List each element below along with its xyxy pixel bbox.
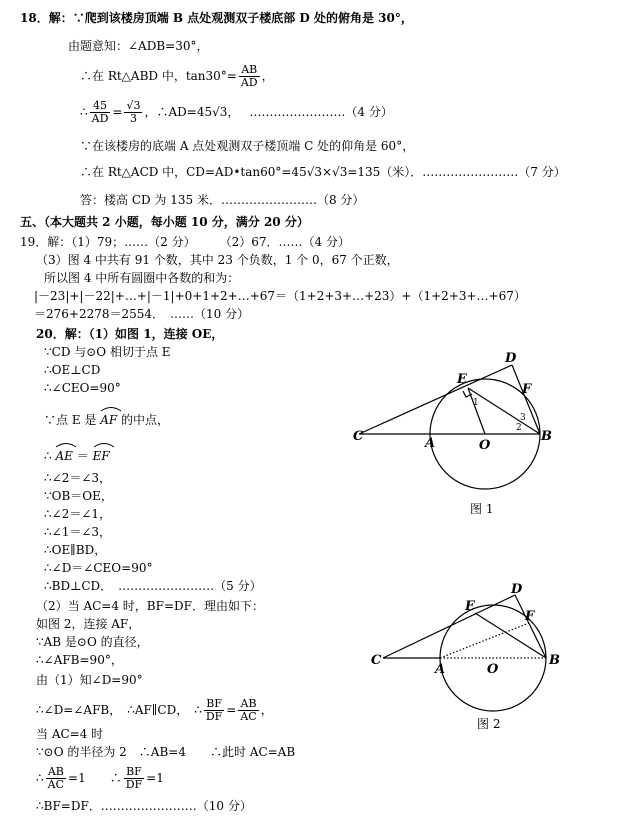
figure-1-caption: 图 1: [470, 502, 494, 515]
numerator: √3: [126, 99, 141, 112]
problem-20-line2: ∵CD 与⊙O 相切于点 E: [44, 345, 171, 359]
fraction: [239, 64, 260, 89]
arc-text: AE: [55, 449, 73, 463]
denominator: AC: [47, 778, 65, 791]
segment-cd: [359, 365, 512, 434]
problem-20-line21: ∵⊙O 的半径为 2 ∴AB=4 ∴此时 AC=AB: [36, 745, 296, 759]
problem-20-line19: [36, 698, 273, 723]
problem-18-line5: ∵在该楼房的底端 A 点处观测双子楼顶端 C 处的仰角是 60°，: [80, 139, 415, 153]
text: ，: [261, 69, 274, 83]
text: ，∴AD=45√3，: [144, 105, 240, 119]
arc-text: EF: [92, 449, 110, 463]
problem-20-line14: （2）当 AC=4 时，BF=DF．理由如下：: [36, 599, 264, 613]
problem-20-line13: ∴BD⊥CD． ……………………（5 分）: [44, 579, 262, 593]
label-a: A: [435, 662, 446, 677]
problem-20-line15: 如图 2，连接 AF，: [36, 617, 141, 631]
text: =1 ∴: [68, 771, 122, 785]
problem-20-line1: 20．解：（1）如图 1，连接 OE，: [36, 327, 224, 341]
label-f: F: [525, 609, 535, 624]
label-3: 3: [520, 413, 526, 423]
problem-20-line20: 当 AC=4 时: [36, 727, 104, 741]
problem-19-line5: ＝276+2278＝2554． ……（10 分）: [34, 307, 250, 321]
section-5-heading: 五、（本大题共 2 小题，每小题 10 分，满分 20 分）: [20, 215, 309, 229]
arc-label: [93, 444, 110, 464]
problem-20-line5: [44, 408, 169, 428]
segment-af: [440, 623, 529, 658]
problem-18-line6: ∴在 Rt△ACD 中，CD=AD•tan60°=45√3×√3=135（米）．……………………（7 分）: [80, 165, 566, 179]
label-d: D: [511, 582, 523, 597]
text: =: [112, 105, 123, 119]
problem-20-line11: ∴OE∥BD，: [44, 543, 107, 557]
score: ……………………（4 分）: [249, 105, 393, 119]
problem-20-line3: ∴OE⊥CD: [44, 363, 101, 377]
problem-20-line17: ∴∠AFB=90°，: [36, 653, 123, 667]
arc-mark-icon: [55, 442, 77, 448]
text: ∴: [36, 771, 44, 785]
label-o: O: [487, 662, 499, 677]
problem-20-line8: ∵OB＝OE，: [44, 489, 113, 503]
label-a: A: [425, 436, 436, 451]
arc-text: AF: [100, 413, 118, 427]
problem-20-line9: ∴∠2＝∠1，: [44, 507, 112, 521]
label-c: C: [353, 429, 364, 444]
text: ∴: [80, 105, 88, 119]
problem-20-line6: [44, 444, 110, 464]
problem-20-line16: ∵AB 是⊙O 的直径，: [36, 635, 149, 649]
label-c: C: [371, 653, 382, 668]
label-f: F: [522, 382, 532, 397]
figure-1: [345, 345, 585, 515]
problem-19-line3: 所以图 4 中所有圆圈中各数的和为：: [44, 271, 240, 285]
problem-20-line22: [36, 766, 164, 791]
problem-20-line18: 由（1）知∠D=90°: [36, 673, 143, 687]
label-2: 2: [516, 423, 522, 433]
label-b: B: [549, 653, 560, 668]
text: ∴在 Rt△ABD 中，tan30°=: [80, 69, 237, 83]
fraction: [46, 766, 66, 791]
problem-20-line7: ∴∠2＝∠3，: [44, 471, 112, 485]
problem-20-line4: ∴∠CEO=90°: [44, 381, 121, 395]
problem-18-line4: [80, 100, 393, 125]
problem-19-line4: |－23|+|－22|+…+|－1|+0+1+2+…+67＝（1+2+3+…+23）+（1+2+3+…+67）: [34, 289, 526, 303]
numerator: AB: [238, 698, 258, 711]
problem-20-line12: ∴∠D＝∠CEO=90°: [44, 561, 153, 575]
label-o: O: [479, 438, 491, 453]
figure-2: [365, 580, 605, 735]
problem-20-line10: ∴∠1＝∠3，: [44, 525, 112, 539]
numerator: BF: [204, 698, 224, 711]
problem-18-line3: [80, 64, 274, 89]
problem-18-line1: 18．解：∵爬到该楼房顶端 B 点处观测双子楼底部 D 处的俯角是 30°，: [20, 11, 413, 25]
arc-mark-icon: [93, 442, 115, 448]
arc-label: [55, 444, 72, 464]
text: =1: [146, 771, 164, 785]
label-1: 1: [473, 398, 479, 408]
denominator: DF: [205, 710, 223, 723]
problem-19-line2: （3）图 4 中共有 91 个数，其中 23 个负数，1 个 0，67 个正数，: [36, 253, 399, 267]
text: ∵点 E 是: [44, 413, 97, 427]
text: ＝: [76, 449, 89, 463]
denominator: DF: [125, 778, 143, 791]
fraction: [238, 698, 258, 723]
arc-mark-icon: [100, 406, 122, 412]
denominator: AD: [91, 112, 109, 125]
text: 的中点，: [121, 413, 170, 427]
label-e: E: [457, 372, 467, 387]
numerator: 45: [90, 100, 111, 113]
fraction: [90, 100, 111, 125]
text: ，: [260, 703, 273, 717]
arc-label: [100, 408, 117, 428]
problem-18-line2: 由题意知：∠ADB=30°，: [68, 39, 209, 53]
text: ∴: [44, 449, 52, 463]
numerator: AB: [239, 64, 260, 77]
fraction: [124, 766, 144, 791]
problem-18-line7: 答：楼高 CD 为 135 米．……………………（8 分）: [80, 193, 365, 207]
problem-19-line1: 19．解：（1）79；……（2 分） （2）67．……（4 分）: [20, 235, 350, 249]
label-e: E: [465, 599, 475, 614]
problem-20-line23: ∴BF=DF．……………………（10 分）: [36, 799, 252, 813]
denominator: 3: [129, 112, 137, 125]
fraction: [124, 100, 142, 125]
numerator: AB: [46, 766, 66, 779]
numerator: BF: [124, 766, 144, 779]
label-d: D: [505, 351, 517, 366]
fraction: [204, 698, 224, 723]
label-b: B: [541, 429, 552, 444]
figure-2-caption: 图 2: [477, 717, 501, 731]
text: =: [226, 703, 237, 717]
denominator: AD: [240, 76, 258, 89]
text: ∴∠D=∠AFB， ∴AF∥CD， ∴: [36, 703, 202, 717]
denominator: AC: [240, 710, 257, 723]
